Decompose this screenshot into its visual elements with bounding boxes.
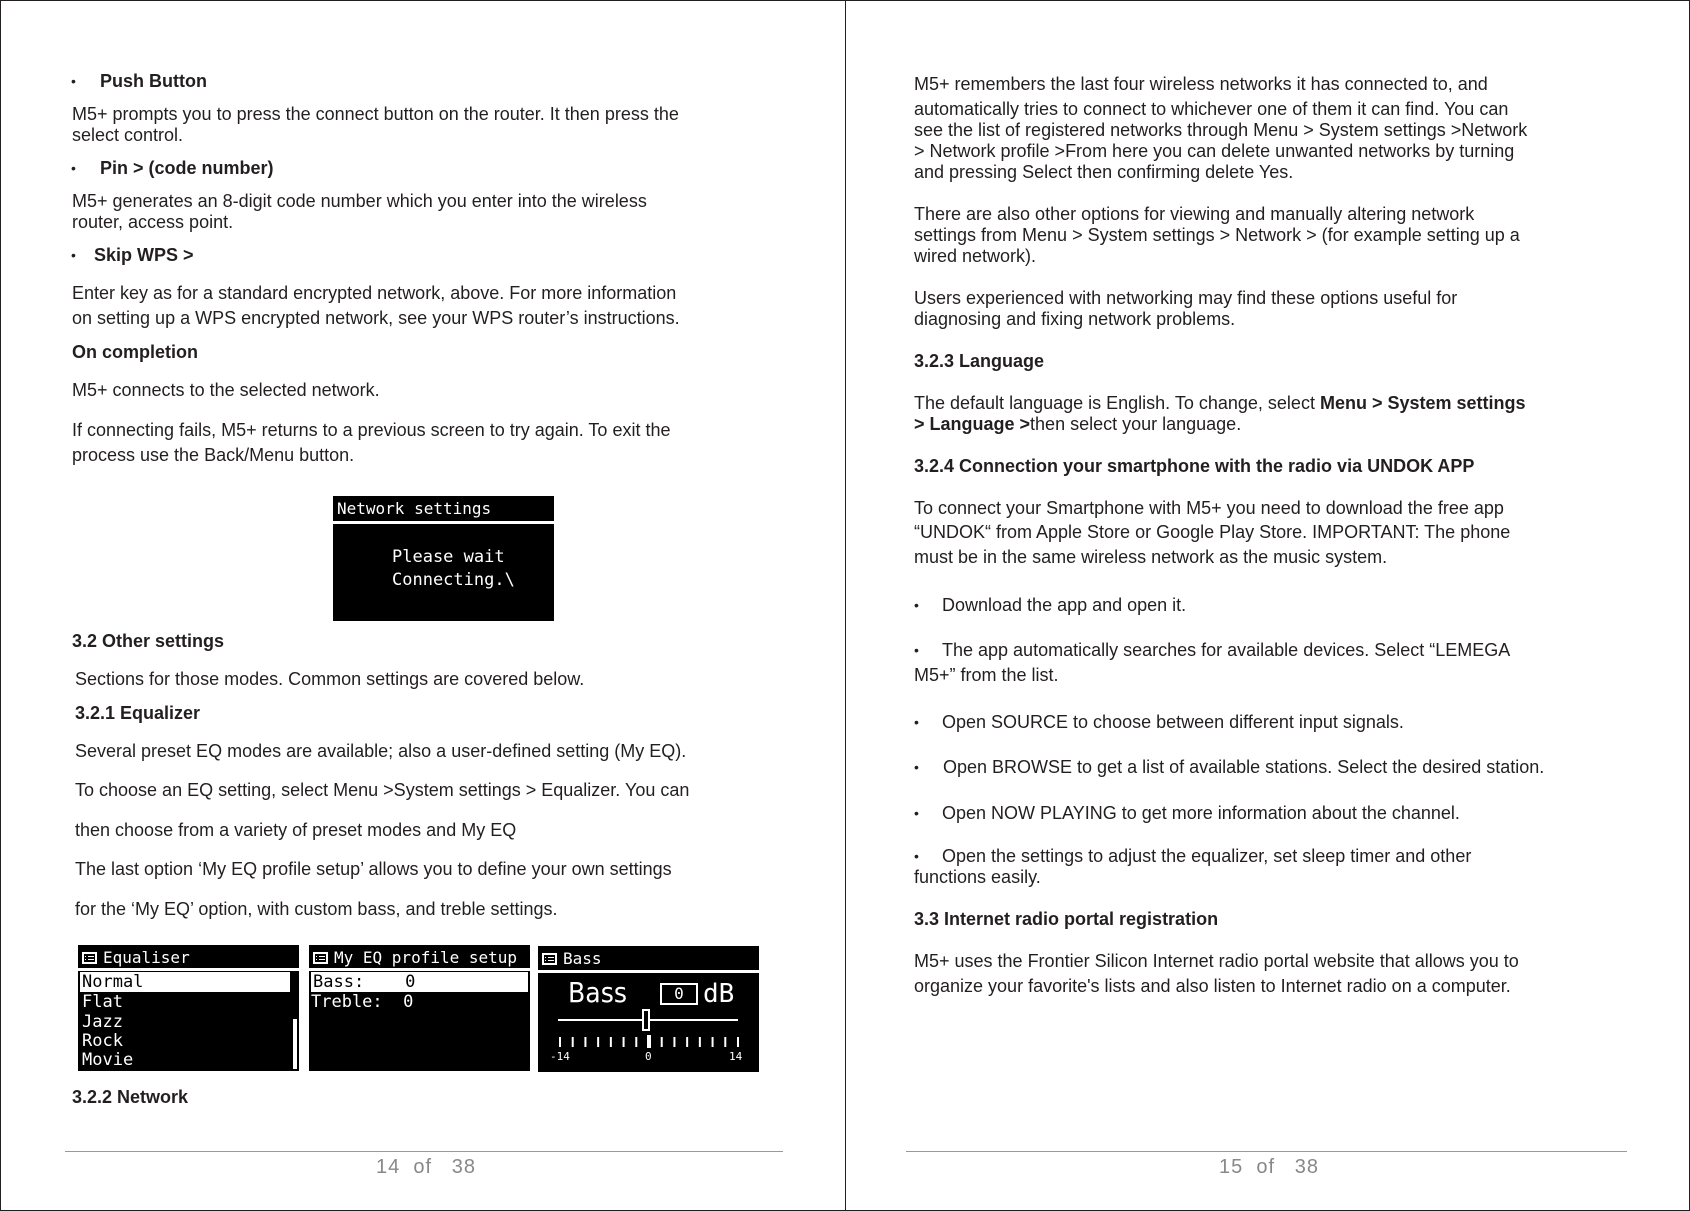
screen-title: [538, 946, 759, 971]
screen-title-text: My EQ profile setup: [334, 948, 518, 967]
paragraph: process use the Back/Menu button.: [72, 445, 355, 465]
language-heading: 3.2.3 Language: [914, 351, 1045, 371]
screen-line: Connecting.\: [392, 570, 515, 590]
portal-heading: 3.3 Internet radio portal registration: [914, 909, 1219, 929]
slider-thumb: [642, 1009, 650, 1031]
paragraph: on setting up a WPS encrypted network, see your WPS router’s instructions.: [72, 308, 680, 328]
bass-row: Bass: 0: [311, 972, 528, 992]
tick-mark: [712, 1037, 714, 1047]
screen-title: [78, 945, 299, 970]
paragraph: > Network profile >From here you can delete unwanted networks by turning: [914, 141, 1515, 161]
paragraph: M5+ connects to the selected network.: [72, 380, 380, 400]
bullet: •: [914, 805, 919, 821]
menu-path: Menu > System settings: [1319, 393, 1526, 413]
list-item: Open the settings to adjust the equalizer, set sleep timer and other: [942, 846, 1472, 866]
other-settings-heading: 3.2 Other settings: [72, 631, 225, 651]
network-settings-screen: [333, 496, 554, 621]
paragraph: diagnosing and fixing network problems.: [914, 309, 1236, 329]
tick-mark: [623, 1037, 625, 1047]
pin-heading: Pin > (code number): [100, 158, 274, 178]
list-item: Open SOURCE to choose between different input signals.: [942, 712, 1404, 732]
paragraph: To connect your Smartphone with M5+ you need to download the free app: [914, 498, 1504, 518]
tick-mark: [647, 1035, 651, 1048]
list-icon: [542, 953, 557, 965]
bullet: •: [914, 714, 919, 730]
tick-marks: [538, 1034, 759, 1050]
list-item: Open BROWSE to get a list of available stations. Select the desired station.: [943, 757, 1545, 777]
list-item: Open NOW PLAYING to get more information about the channel.: [942, 803, 1460, 823]
eq-item: Movie: [82, 1050, 134, 1070]
tick-mark: [661, 1037, 663, 1047]
list-item: M5+” from the list.: [914, 665, 1059, 685]
paragraph: Several preset EQ modes are available; also a user-defined setting (My EQ).: [75, 741, 687, 761]
tick-mark: [673, 1037, 675, 1047]
tick-mark: [597, 1037, 599, 1047]
bullet: •: [71, 247, 76, 263]
divider: [309, 968, 530, 971]
bullet: •: [914, 848, 919, 864]
list-icon: [313, 952, 328, 964]
undok-heading: 3.2.4 Connection your smartphone with the radio via UNDOK APP: [914, 456, 1475, 476]
text: then select your language.: [1030, 414, 1242, 434]
eq-item: Rock: [82, 1031, 123, 1051]
paragraph: see the list of registered networks through Menu > System settings >Network: [914, 120, 1528, 140]
bass-value-box: 0: [660, 983, 698, 1005]
paragraph: automatically tries to connect to whichever one of them it can find. You can: [914, 99, 1509, 119]
scrollbar: [293, 1019, 297, 1069]
divider: [78, 968, 299, 971]
unit-label: dB: [703, 979, 735, 1009]
paragraph: Users experienced with networking may find these options useful for: [914, 288, 1458, 308]
list-icon: [82, 952, 97, 964]
screen-title: [309, 945, 530, 970]
tick-mark: [610, 1037, 612, 1047]
eq-item: Jazz: [82, 1012, 123, 1032]
tick-mark: [724, 1037, 726, 1047]
paragraph: Sections for those modes. Common settings are covered below.: [75, 669, 585, 689]
mid-label: 0: [645, 1050, 652, 1063]
paragraph: select control.: [72, 125, 184, 145]
paragraph: then choose from a variety of preset modes and My EQ: [75, 820, 517, 840]
bullet: •: [71, 160, 76, 176]
paragraph: M5+ uses the Frontier Silicon Internet radio portal website that allows you to: [914, 951, 1519, 971]
paragraph: M5+ remembers the last four wireless networks it has connected to, and: [914, 74, 1488, 94]
language-paragraph: [914, 393, 1526, 414]
equaliser-screen: [78, 945, 299, 1071]
equalizer-heading: 3.2.1 Equalizer: [75, 703, 201, 723]
tick-mark: [737, 1037, 739, 1047]
paragraph: The last option ‘My EQ profile setup’ allows you to define your own settings: [75, 859, 672, 879]
paragraph: and pressing Select then confirming delete Yes.: [914, 162, 1294, 182]
screen-line: Please wait: [392, 547, 505, 567]
text: The default language is English. To change, select: [914, 393, 1320, 413]
bass-label: Bass: [568, 976, 627, 1009]
treble-row: Treble: 0: [311, 992, 414, 1012]
tick-mark: [584, 1037, 586, 1047]
tick-mark: [559, 1037, 561, 1047]
list-item: The app automatically searches for available devices. Select “LEMEGA: [942, 640, 1511, 660]
tick-mark: [572, 1037, 574, 1047]
paragraph: router, access point.: [72, 212, 234, 232]
bullet: •: [71, 73, 76, 89]
divider: [333, 521, 554, 524]
tick-mark: [686, 1037, 688, 1047]
push-button-heading: Push Button: [100, 71, 207, 91]
eq-item-selected: Normal: [80, 972, 290, 992]
page-15: [845, 0, 1690, 1211]
bass-screen: [538, 946, 759, 1072]
paragraph: Enter key as for a standard encrypted network, above. For more information: [72, 283, 677, 303]
paragraph: settings from Menu > System settings > Network > (for example setting up a: [914, 225, 1520, 245]
my-eq-profile-screen: [309, 945, 530, 1071]
paragraph: organize your favorite's lists and also listen to Internet radio on a computer.: [914, 976, 1511, 996]
list-item: functions easily.: [914, 867, 1041, 887]
bullet: •: [914, 597, 919, 613]
bullet: •: [914, 642, 919, 658]
skip-wps-heading: Skip WPS >: [94, 245, 194, 265]
paragraph: for the ‘My EQ’ option, with custom bass, and treble settings.: [75, 899, 558, 919]
screen-title-text: Bass: [563, 949, 602, 968]
paragraph: M5+ generates an 8-digit code number which you enter into the wireless: [72, 191, 647, 211]
footer-rule: [65, 1151, 783, 1152]
tick-mark: [699, 1037, 701, 1047]
menu-path: > Language >: [914, 414, 1031, 434]
paragraph: If connecting fails, M5+ returns to a previous screen to try again. To exit the: [72, 420, 671, 440]
on-completion-heading: On completion: [72, 342, 198, 362]
page-number: 15 of 38: [1219, 1156, 1319, 1178]
bullet: •: [914, 759, 919, 775]
eq-item: Flat: [82, 992, 123, 1012]
page-number: 14 of 38: [376, 1156, 476, 1178]
paragraph: M5+ prompts you to press the connect button on the router. It then press the: [72, 104, 679, 124]
screen-title-text: Equaliser: [103, 948, 190, 967]
paragraph: To choose an EQ setting, select Menu >System settings > Equalizer. You can: [75, 780, 690, 800]
min-label: -14: [550, 1050, 570, 1063]
tick-mark: [635, 1037, 637, 1047]
divider: [538, 970, 759, 973]
screen-title: Network settings: [337, 499, 492, 518]
list-item: Download the app and open it.: [942, 595, 1187, 615]
footer-rule: [906, 1151, 1627, 1152]
paragraph: must be in the same wireless network as the music system.: [914, 547, 1388, 567]
max-label: 14: [729, 1050, 743, 1063]
paragraph: There are also other options for viewing and manually altering network: [914, 204, 1475, 224]
network-heading: 3.2.2 Network: [72, 1087, 189, 1107]
paragraph: wired network).: [914, 246, 1037, 266]
paragraph: “UNDOK“ from Apple Store or Google Play Store. IMPORTANT: The phone: [914, 522, 1511, 542]
language-paragraph: [914, 414, 1241, 435]
